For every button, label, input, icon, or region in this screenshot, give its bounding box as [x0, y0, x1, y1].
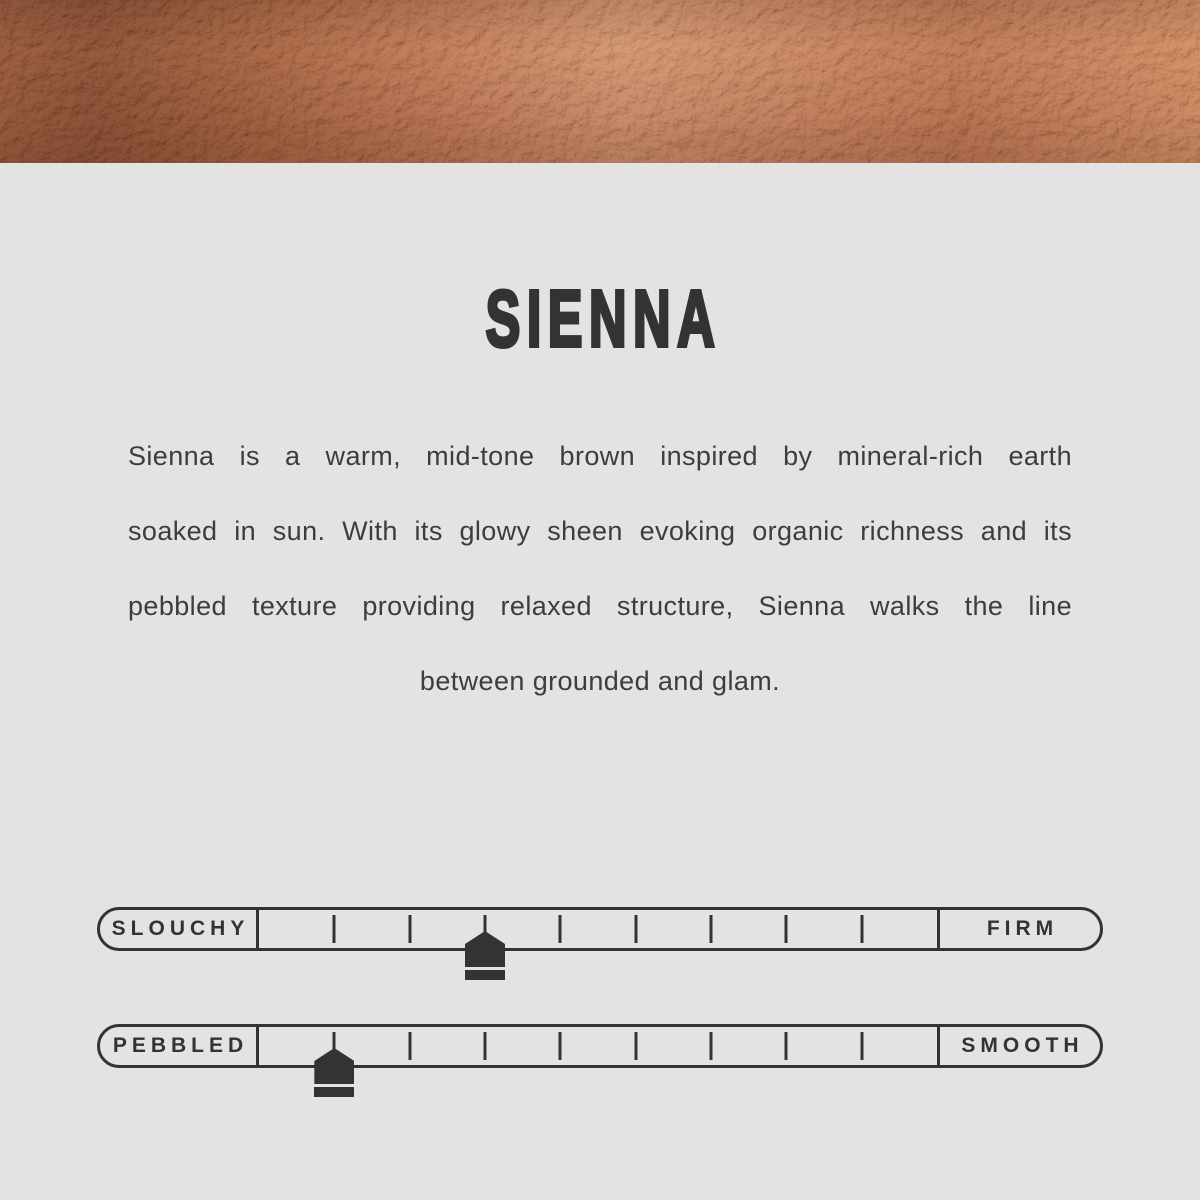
scale-marker	[314, 1048, 354, 1097]
description-line: soaked in sun. With its glowy sheen evoking organic richness and its	[128, 516, 1072, 546]
scale-tick	[710, 915, 713, 943]
marker-base	[314, 1087, 354, 1097]
scale-label-text: SLOUCHY	[111, 917, 250, 940]
scale-tick	[333, 915, 336, 943]
color-description	[128, 419, 1072, 719]
leather-texture-image	[0, 0, 1200, 163]
description-line: Sienna is a warm, mid-tone brown inspired by mineral-rich earth	[128, 441, 1072, 471]
scale-tick	[785, 1032, 788, 1060]
title-block	[0, 274, 1200, 363]
scale-tick	[408, 915, 411, 943]
color-name-title: SIENNA	[485, 274, 721, 363]
marker-pointer	[465, 931, 505, 967]
firmness-scale-left-label	[100, 910, 259, 948]
scale-tick	[860, 915, 863, 943]
marker-pointer	[314, 1048, 354, 1084]
firmness-scale-track	[259, 910, 937, 948]
scale-tick	[634, 1032, 637, 1060]
texture-scale-left-label	[100, 1027, 259, 1065]
leather-swatch-photo	[0, 0, 1200, 163]
scale-tick	[559, 1032, 562, 1060]
scale-label-text: FIRM	[986, 917, 1059, 940]
texture-scale-right-label	[937, 1027, 1100, 1065]
description-line: pebbled texture providing relaxed structure, Sienna walks the line	[128, 591, 1072, 621]
scale-tick	[484, 1032, 487, 1060]
scale-label-text: PEBBLED	[112, 1034, 249, 1057]
scale-tick	[785, 915, 788, 943]
scale-tick	[710, 1032, 713, 1060]
scale-label-text: SMOOTH	[961, 1034, 1084, 1057]
firmness-scale-right-label	[937, 910, 1100, 948]
description-line: between grounded and glam.	[419, 666, 781, 696]
texture-scale-track	[259, 1027, 937, 1065]
scale-tick	[559, 915, 562, 943]
texture-scale	[97, 1024, 1103, 1068]
scale-tick	[634, 915, 637, 943]
scale-marker	[465, 931, 505, 980]
marker-base	[465, 970, 505, 980]
scale-tick	[860, 1032, 863, 1060]
scale-tick	[408, 1032, 411, 1060]
firmness-scale	[97, 907, 1103, 951]
